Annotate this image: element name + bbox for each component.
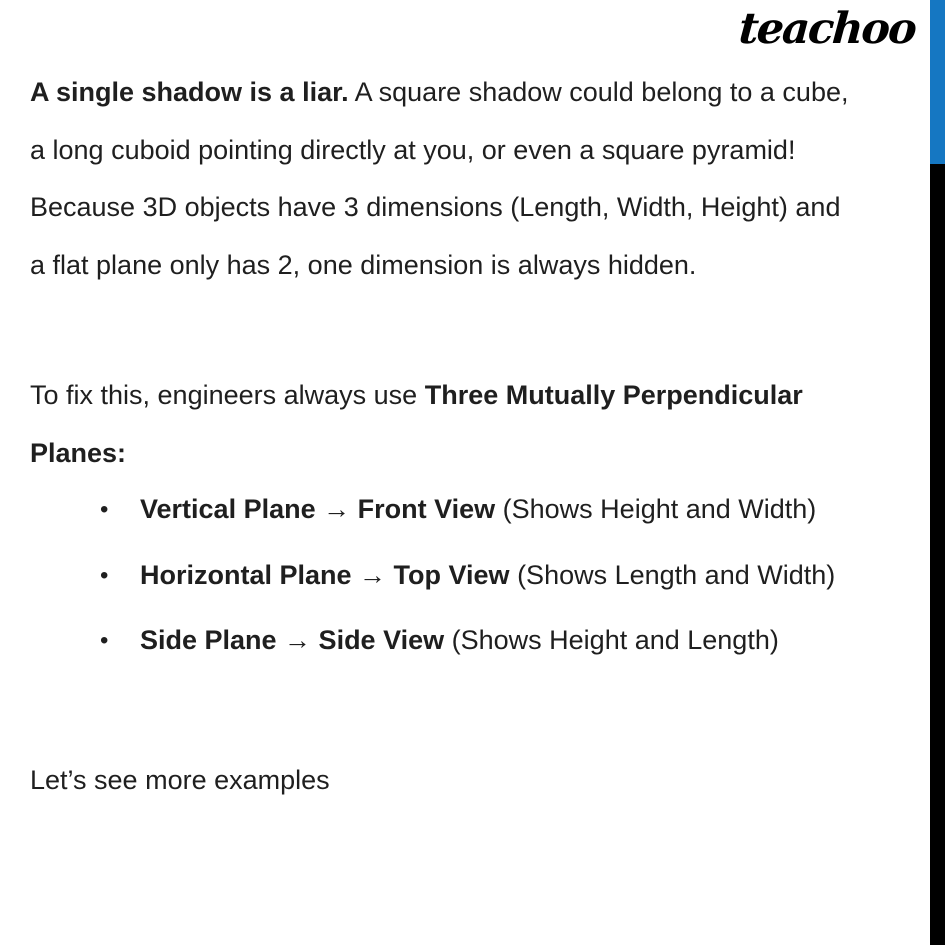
bullet-bold: Horizontal Plane → Top View (140, 559, 510, 590)
intro-line1-rest: A square shadow could belong to a cube, (348, 77, 849, 107)
bullet-bold: Vertical Plane → Front View (140, 494, 496, 524)
intro-line3: Because 3D objects have 3 dimensions (Length, Width, Height) and (30, 192, 841, 222)
fix-paragraph (30, 367, 803, 482)
closing-line: Let’s see more examples (30, 765, 330, 795)
bullet-icon: • (100, 627, 109, 654)
black-accent-bar (930, 164, 945, 945)
bullet-rest: (Shows Height and Length) (444, 625, 779, 655)
fix-line1-regular: To fix this, engineers always use (30, 380, 425, 410)
intro-line2: a long cuboid pointing directly at you, or even a square pyramid! (30, 134, 796, 165)
bullet-icon: • (100, 561, 109, 589)
bullet-text (140, 477, 816, 543)
bullet-text (140, 543, 835, 609)
list-item (30, 477, 835, 543)
bullet-rest: (Shows Height and Width) (495, 494, 817, 524)
fix-line2-bold: Planes: (30, 437, 127, 468)
intro-paragraph (30, 64, 848, 294)
bullet-text (140, 608, 779, 674)
teachoo-logo: teachoo (737, 4, 917, 54)
list-item (30, 543, 835, 609)
plane-bullet-list (30, 477, 835, 674)
blue-accent-bar (930, 0, 945, 164)
list-item (30, 608, 835, 674)
bullet-bold: Side Plane → Side View (140, 625, 445, 655)
intro-line4: a flat plane only has 2, one dimension is always hidden. (30, 249, 697, 280)
bullet-rest: (Shows Length and Width) (509, 559, 836, 590)
bullet-icon: • (100, 496, 109, 523)
fix-line1-bold: Three Mutually Perpendicular (424, 380, 803, 410)
intro-bold-lead: A single shadow is a liar. (30, 77, 349, 107)
